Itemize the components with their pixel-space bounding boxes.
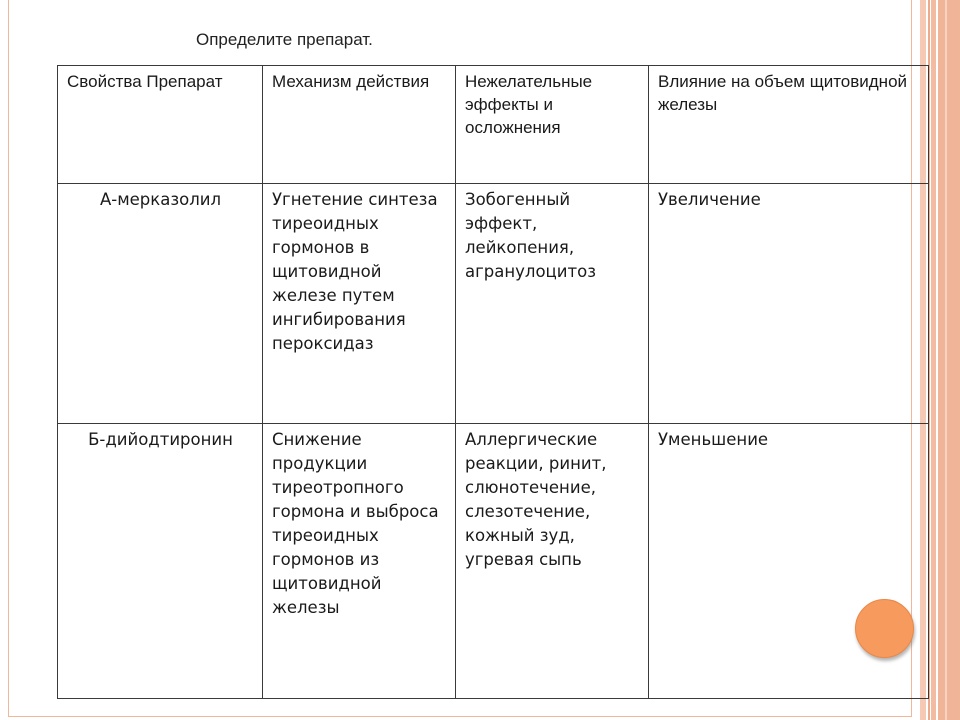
decorative-circle bbox=[855, 599, 914, 658]
decorative-stripe bbox=[938, 0, 960, 720]
drug-name-cell: А-мерказолил bbox=[58, 184, 263, 424]
header-properties: Свойства Препарат bbox=[58, 66, 263, 184]
drug-table bbox=[57, 65, 929, 699]
side-effects-cell: Аллергические реакции, ринит, слюнотечение, слезотечение, кожный зуд, угревая сыпь bbox=[456, 424, 649, 699]
table-row bbox=[58, 184, 929, 424]
table-header-row bbox=[58, 66, 929, 184]
thyroid-volume-cell: Уменьшение bbox=[649, 424, 929, 699]
thyroid-volume-cell: Увеличение bbox=[649, 184, 929, 424]
header-mechanism: Механизм действия bbox=[263, 66, 456, 184]
mechanism-cell: Угнетение синтеза тиреоидных гормонов в щитовидной железе путем ингибирования пероксидаз bbox=[263, 184, 456, 424]
decorative-stripe bbox=[945, 0, 947, 720]
slide-title: Определите препарат. bbox=[196, 30, 373, 49]
drug-name-cell: Б-дийодтиронин bbox=[58, 424, 263, 699]
header-side-effects: Нежелательные эффекты и осложнения bbox=[456, 66, 649, 184]
side-effects-cell: Зобогенный эффект, лейкопения, агранулоцитоз bbox=[456, 184, 649, 424]
header-thyroid-volume: Влияние на объем щитовидной железы bbox=[649, 66, 929, 184]
decorative-stripe bbox=[931, 0, 936, 720]
mechanism-cell: Снижение продукции тиреотропного гормона и выброса тиреоидных гормонов из щитовидной железы bbox=[263, 424, 456, 699]
table-row bbox=[58, 424, 929, 699]
